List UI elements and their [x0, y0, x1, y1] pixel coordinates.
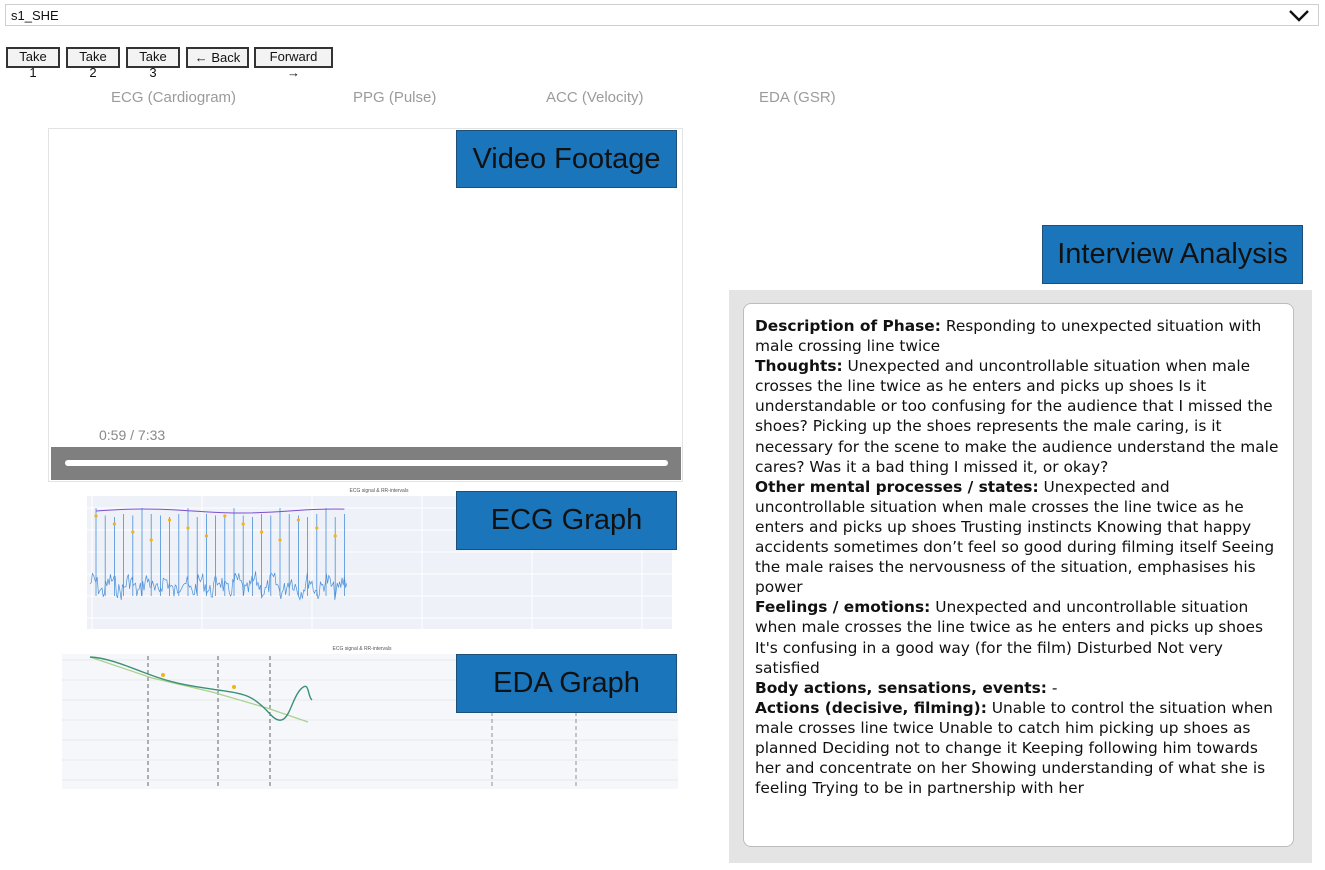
ecg-peak-marker — [113, 522, 116, 525]
ecg-peak-marker — [131, 530, 134, 533]
take-3-button[interactable]: Take 3 — [126, 47, 180, 68]
eda-peak-marker — [232, 685, 236, 689]
ecg-peak-marker — [205, 534, 208, 537]
eda-chart-title: ECG signal & RR-intervals — [332, 646, 392, 652]
tab-acc[interactable]: ACC (Velocity) — [546, 89, 644, 106]
take-2-button[interactable]: Take 2 — [66, 47, 120, 68]
ecg-peak-marker — [315, 526, 318, 529]
section-heading: Body actions, sensations, events: — [755, 678, 1047, 697]
forward-button[interactable]: Forward → — [254, 47, 333, 68]
section-text: Unable to control the situation when male crosses line twice Unable to catch him picking up shoes as planned Deciding not to change it Keeping following him towards her and concentrate on her Showing understanding of what she is feeling Trying to be in partnership with her — [755, 698, 1273, 798]
ecg-peak-marker — [297, 518, 300, 521]
section-text: Unexpected and uncontrollable situation when male crosses the line twice as he enters and picks up shoes Trusting instincts Knowing that happy accidents sometimes don’t feel so good during filming itself Seeing the male raises the nervousness of the situation, emphasises his power — [755, 477, 1275, 597]
ecg-peak-marker — [242, 522, 245, 525]
tab-ecg[interactable]: ECG (Cardiogram) — [111, 89, 237, 106]
section-heading: Actions (decisive, filming): — [755, 698, 987, 717]
tab-ppg[interactable]: PPG (Pulse) — [353, 89, 437, 106]
section-text: Unexpected and uncontrollable situation when male crosses the line twice as he enters and picks up shoes Is it understandable or too confusing for the audience that I missed the shoes? Picking up the shoes represents the male caring, is it necessary for the scene to make the audience understand the male cares? Was it a bad thing I missed it, or okay? — [755, 357, 1279, 476]
eda-graph-label: EDA Graph — [456, 654, 677, 713]
back-button[interactable]: ← Back — [186, 47, 249, 68]
ecg-chart-title: ECG signal & RR-intervals — [349, 488, 409, 494]
video-progress-track[interactable] — [65, 460, 668, 466]
interview-section — [755, 316, 1283, 356]
video-time: 0:59 / 7:33 — [99, 427, 166, 443]
eda-peak-marker — [161, 673, 165, 677]
ecg-peak-marker — [186, 526, 189, 529]
section-text: Responding to unexpected situation with male crossing line twice — [755, 317, 1262, 356]
take-1-button[interactable]: Take 1 — [6, 47, 60, 68]
ecg-peak-marker — [260, 530, 263, 533]
section-heading: Feelings / emotions: — [755, 598, 931, 617]
interview-section — [755, 356, 1283, 477]
section-heading: Thoughts: — [755, 357, 843, 376]
ecg-graph-label: ECG Graph — [456, 491, 677, 550]
tab-eda[interactable]: EDA (GSR) — [759, 89, 836, 106]
ecg-peak-marker — [278, 538, 281, 541]
chevron-down-icon[interactable] — [1288, 7, 1310, 23]
interview-section — [755, 477, 1283, 598]
session-select-value: s1_SHE — [11, 8, 59, 23]
ecg-peak-marker — [94, 514, 97, 517]
section-heading: Description of Phase: — [755, 317, 941, 335]
interview-text — [755, 316, 1283, 798]
section-text: Unexpected and uncontrollable situation when male crosses the line twice as he enters and picks up shoes It's confusing in a good way (for the film) Disturbed Not very satisfied — [755, 598, 1264, 677]
interview-section — [755, 678, 1283, 698]
session-select[interactable] — [5, 4, 1319, 26]
section-text: - — [1051, 678, 1058, 697]
ecg-peak-marker — [223, 514, 226, 517]
ecg-peak-marker — [334, 534, 337, 537]
interview-card[interactable] — [743, 303, 1294, 847]
ecg-peak-marker — [168, 518, 171, 521]
video-controls-bar[interactable] — [51, 447, 681, 480]
ecg-peak-marker — [150, 538, 153, 541]
video-footage-label: Video Footage — [456, 130, 677, 188]
interview-analysis-label: Interview Analysis — [1042, 225, 1303, 284]
interview-panel — [729, 290, 1312, 863]
interview-section — [755, 597, 1283, 677]
interview-section — [755, 698, 1283, 798]
section-heading: Other mental processes / states: — [755, 477, 1039, 496]
